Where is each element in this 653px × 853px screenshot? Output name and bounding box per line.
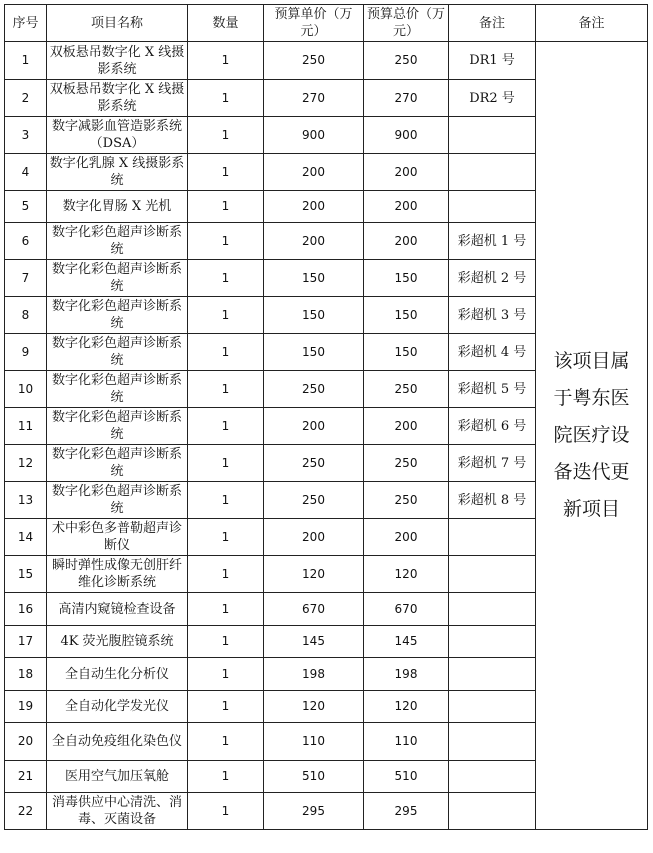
row-qty: 1 [188,593,264,626]
row-total-price: 270 [364,80,449,117]
equipment-budget-table [4,4,648,830]
row-seq: 19 [5,691,47,723]
row-qty: 1 [188,793,264,830]
row-unit-price: 120 [264,556,364,593]
row-total-price: 250 [364,42,449,80]
row-qty: 1 [188,556,264,593]
row-remark [449,793,536,830]
row-seq: 18 [5,658,47,691]
row-total-price: 250 [364,445,449,482]
row-seq: 11 [5,408,47,445]
row-qty: 1 [188,297,264,334]
row-unit-price: 295 [264,793,364,830]
row-seq: 3 [5,117,47,154]
row-name: 数字减影血管造影系统（DSA） [47,117,188,154]
row-total-price: 150 [364,260,449,297]
row-seq: 6 [5,223,47,260]
row-remark [449,723,536,761]
row-qty: 1 [188,117,264,154]
table-row [5,42,648,80]
row-remark [449,691,536,723]
row-qty: 1 [188,408,264,445]
row-seq: 15 [5,556,47,593]
row-seq: 9 [5,334,47,371]
row-name: 数字化彩色超声诊断系统 [47,334,188,371]
row-remark [449,117,536,154]
row-qty: 1 [188,80,264,117]
row-unit-price: 200 [264,408,364,445]
row-unit-price: 200 [264,191,364,223]
row-unit-price: 150 [264,297,364,334]
row-remark [449,154,536,191]
row-remark: DR2 号 [449,80,536,117]
row-seq: 4 [5,154,47,191]
row-name: 数字化彩色超声诊断系统 [47,297,188,334]
header-remark-1: 备注 [449,5,536,42]
row-unit-price: 200 [264,154,364,191]
row-qty: 1 [188,626,264,658]
row-seq: 21 [5,761,47,793]
header-seq: 序号 [5,5,47,42]
row-total-price: 900 [364,117,449,154]
row-name: 数字化乳腺 X 线摄影系统 [47,154,188,191]
row-qty: 1 [188,761,264,793]
row-name: 4K 荧光腹腔镜系统 [47,626,188,658]
row-seq: 5 [5,191,47,223]
row-remark: 彩超机 1 号 [449,223,536,260]
row-total-price: 150 [364,297,449,334]
row-total-price: 510 [364,761,449,793]
row-seq: 14 [5,519,47,556]
row-seq: 1 [5,42,47,80]
row-qty: 1 [188,371,264,408]
row-unit-price: 150 [264,260,364,297]
row-name: 高清内窥镜检查设备 [47,593,188,626]
row-total-price: 110 [364,723,449,761]
row-remark: 彩超机 8 号 [449,482,536,519]
row-total-price: 120 [364,691,449,723]
row-name: 数字化彩色超声诊断系统 [47,482,188,519]
header-name: 项目名称 [47,5,188,42]
row-seq: 2 [5,80,47,117]
row-remark: 彩超机 4 号 [449,334,536,371]
table-header-row [5,5,648,42]
row-qty: 1 [188,723,264,761]
row-unit-price: 200 [264,223,364,260]
row-name: 双板悬吊数字化 X 线摄影系统 [47,42,188,80]
row-remark: 彩超机 3 号 [449,297,536,334]
row-name: 全自动免疫组化染色仪 [47,723,188,761]
row-unit-price: 200 [264,519,364,556]
row-name: 消毒供应中心清洗、消毒、灭菌设备 [47,793,188,830]
header-qty: 数量 [188,5,264,42]
row-unit-price: 250 [264,42,364,80]
row-total-price: 200 [364,519,449,556]
header-total-price: 预算总价（万元） [364,5,449,42]
row-qty: 1 [188,691,264,723]
row-remark: 彩超机 5 号 [449,371,536,408]
row-unit-price: 110 [264,723,364,761]
row-remark: DR1 号 [449,42,536,80]
row-qty: 1 [188,519,264,556]
row-seq: 22 [5,793,47,830]
row-seq: 17 [5,626,47,658]
row-name: 数字化彩色超声诊断系统 [47,260,188,297]
row-total-price: 250 [364,482,449,519]
header-remark-2: 备注 [536,5,648,42]
row-qty: 1 [188,191,264,223]
row-seq: 20 [5,723,47,761]
row-unit-price: 250 [264,482,364,519]
row-seq: 16 [5,593,47,626]
row-unit-price: 145 [264,626,364,658]
merged-remark-cell: 该项目属于粤东医院医疗设备迭代更新项目 [536,42,648,830]
document-page [4,4,648,830]
row-name: 瞬时弹性成像无创肝纤维化诊断系统 [47,556,188,593]
row-total-price: 200 [364,154,449,191]
row-remark [449,658,536,691]
row-unit-price: 120 [264,691,364,723]
row-remark [449,191,536,223]
row-qty: 1 [188,260,264,297]
row-qty: 1 [188,223,264,260]
row-remark: 彩超机 7 号 [449,445,536,482]
row-unit-price: 510 [264,761,364,793]
row-name: 数字化胃肠 X 光机 [47,191,188,223]
row-remark [449,593,536,626]
row-seq: 12 [5,445,47,482]
row-total-price: 200 [364,223,449,260]
row-qty: 1 [188,42,264,80]
row-total-price: 250 [364,371,449,408]
row-unit-price: 270 [264,80,364,117]
row-total-price: 150 [364,334,449,371]
row-name: 全自动化学发光仪 [47,691,188,723]
row-unit-price: 250 [264,445,364,482]
row-name: 双板悬吊数字化 X 线摄影系统 [47,80,188,117]
row-qty: 1 [188,658,264,691]
row-seq: 10 [5,371,47,408]
row-unit-price: 150 [264,334,364,371]
row-seq: 13 [5,482,47,519]
row-seq: 8 [5,297,47,334]
row-name: 术中彩色多普勒超声诊断仪 [47,519,188,556]
row-seq: 7 [5,260,47,297]
row-unit-price: 900 [264,117,364,154]
row-total-price: 145 [364,626,449,658]
row-qty: 1 [188,445,264,482]
row-unit-price: 670 [264,593,364,626]
row-name: 全自动生化分析仪 [47,658,188,691]
row-name: 数字化彩色超声诊断系统 [47,223,188,260]
row-name: 医用空气加压氧舱 [47,761,188,793]
row-name: 数字化彩色超声诊断系统 [47,408,188,445]
row-name: 数字化彩色超声诊断系统 [47,371,188,408]
row-qty: 1 [188,334,264,371]
row-unit-price: 198 [264,658,364,691]
row-remark: 彩超机 6 号 [449,408,536,445]
row-total-price: 198 [364,658,449,691]
row-unit-price: 250 [264,371,364,408]
row-qty: 1 [188,482,264,519]
row-remark [449,556,536,593]
row-total-price: 200 [364,408,449,445]
row-total-price: 295 [364,793,449,830]
row-total-price: 670 [364,593,449,626]
row-name: 数字化彩色超声诊断系统 [47,445,188,482]
row-qty: 1 [188,154,264,191]
row-total-price: 120 [364,556,449,593]
row-remark: 彩超机 2 号 [449,260,536,297]
row-remark [449,761,536,793]
header-unit-price: 预算单价（万元） [264,5,364,42]
row-total-price: 200 [364,191,449,223]
row-remark [449,626,536,658]
row-remark [449,519,536,556]
